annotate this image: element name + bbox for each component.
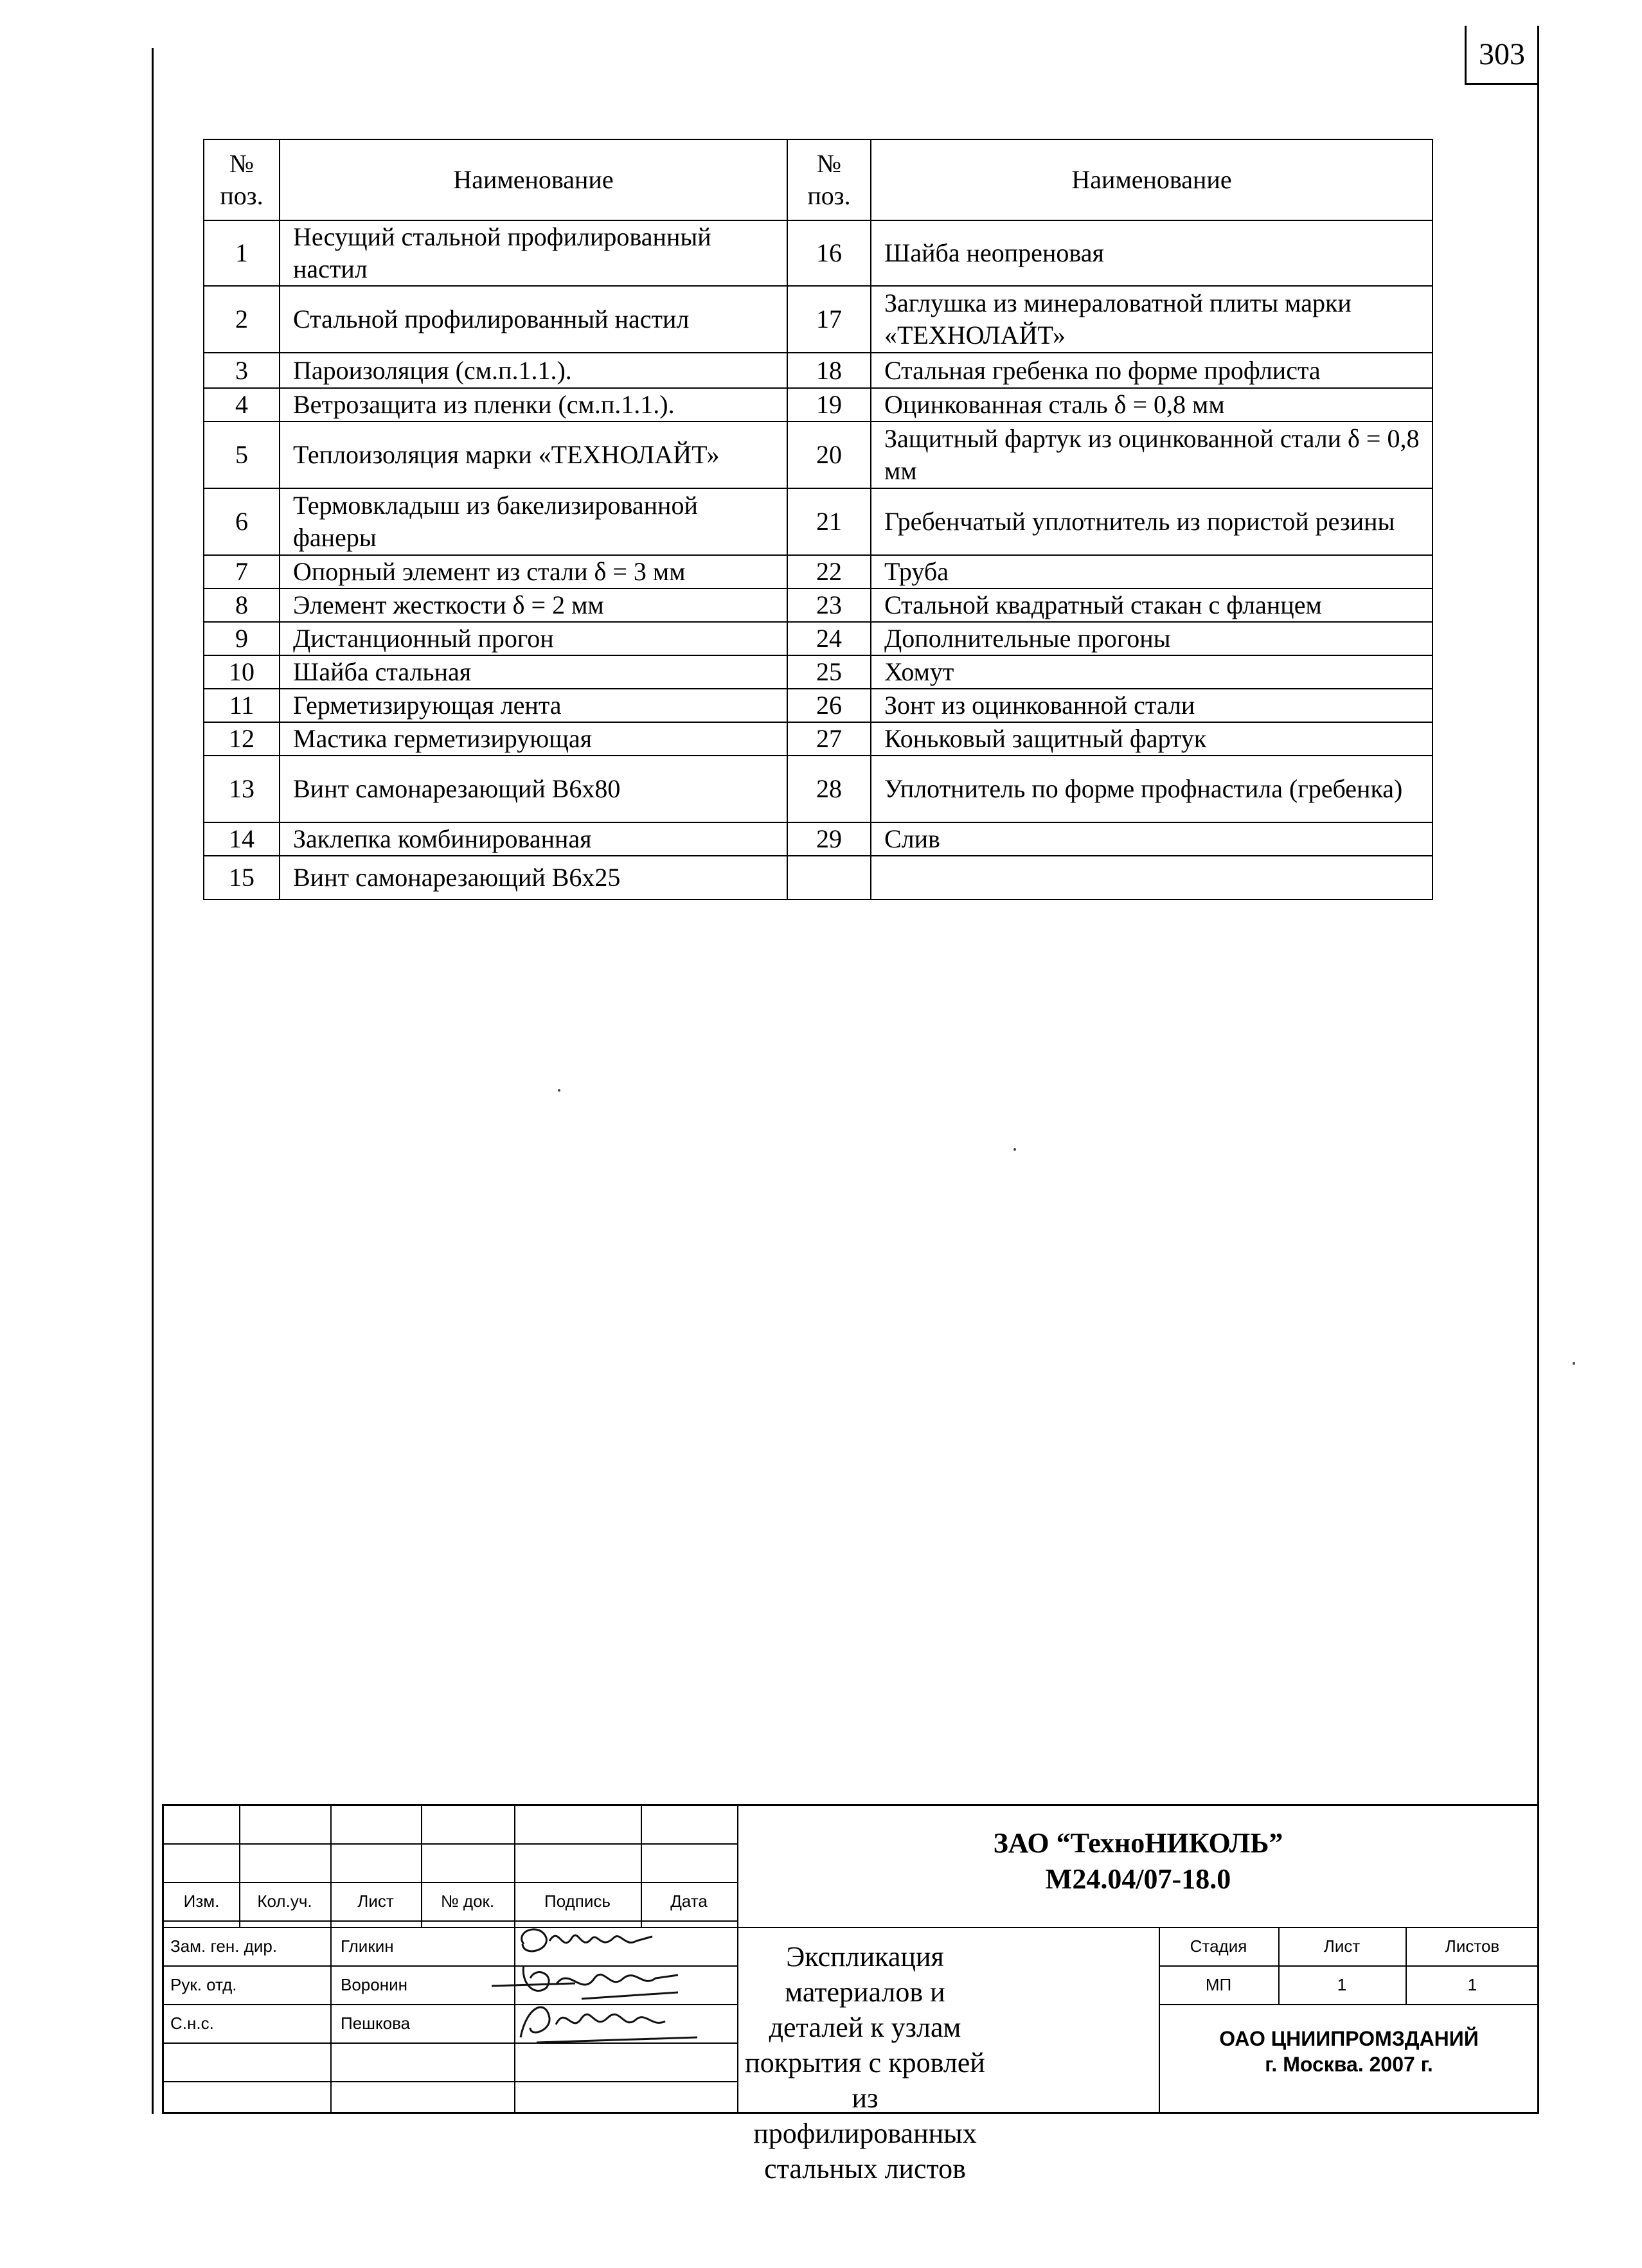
row-num-right: 19 xyxy=(787,388,871,421)
row-num-left: 4 xyxy=(204,388,280,421)
row-name-left: Винт самонарезающий В6х80 xyxy=(280,756,787,822)
row-num-right: 21 xyxy=(787,488,871,555)
sheet-header: Лист xyxy=(1323,1936,1361,1956)
row-num-left: 1 xyxy=(204,220,280,286)
row-name-right: Шайба неопреновая xyxy=(871,220,1432,286)
institution-city-year: г. Москва. 2007 г. xyxy=(1265,2053,1433,2076)
row-name-left: Стальной профилированный настил xyxy=(280,286,787,353)
company-and-code xyxy=(737,1825,1539,1897)
table-row xyxy=(204,689,1432,722)
scan-speck xyxy=(1013,1148,1016,1151)
row-num-left: 12 xyxy=(204,722,280,756)
table-row xyxy=(204,856,1432,899)
row-num-right: 18 xyxy=(787,353,871,388)
row-num-right: 17 xyxy=(787,286,871,353)
scan-speck xyxy=(1573,1362,1575,1365)
company-name: ЗАО “ТехноНИКОЛЬ” xyxy=(993,1827,1283,1859)
row-name-left: Теплоизоляция марки «ТЕХНОЛАЙТ» xyxy=(280,421,787,488)
table-row xyxy=(204,822,1432,856)
table-row xyxy=(204,388,1432,421)
document-title: Экспликация материалов и деталей к узлам покрытия с кровлей из профилированных стальных листов xyxy=(745,1941,985,2184)
row-num-right xyxy=(787,856,871,899)
row-name-left: Термовкладыш из бакелизированной фанеры xyxy=(280,488,787,555)
table-row xyxy=(204,756,1432,822)
scan-speck xyxy=(558,1089,560,1092)
institution-block xyxy=(1159,2026,1539,2077)
page-border-right xyxy=(1537,26,1539,2114)
row-num-right: 22 xyxy=(787,555,871,589)
row-name-right: Гребенчатый уплотнитель из пористой резины xyxy=(871,488,1432,555)
row-num-right: 28 xyxy=(787,756,871,822)
row-name-left: Опорный элемент из стали δ = 3 мм xyxy=(280,555,787,589)
table-row xyxy=(204,655,1432,689)
row-name-right: Стальной квадратный стакан с фланцем xyxy=(871,589,1432,622)
row-name-right: Хомут xyxy=(871,655,1432,689)
row-num-left: 3 xyxy=(204,353,280,388)
row-num-left: 13 xyxy=(204,756,280,822)
page-border-left xyxy=(152,48,154,2114)
row-num-right: 23 xyxy=(787,589,871,622)
col-header-num-left: № поз. xyxy=(204,139,280,220)
stage-header: Стадия xyxy=(1190,1936,1247,1956)
row-name-right: Уплотнитель по форме профнастила (гребенка) xyxy=(871,756,1432,822)
table-row xyxy=(204,555,1432,589)
title-block xyxy=(162,1804,1537,2184)
row-name-left: Несущий стальной профилированный настил xyxy=(280,220,787,286)
row-name-left: Заклепка комбинированная xyxy=(280,822,787,856)
col-header-name-right: Наименование xyxy=(871,139,1432,220)
col-doc-no: № док. xyxy=(440,1891,495,1911)
role-2: Рук. отд. xyxy=(170,1975,237,1994)
row-name-right: Дополнительные прогоны xyxy=(871,622,1432,655)
row-num-left: 5 xyxy=(204,421,280,488)
row-num-right: 25 xyxy=(787,655,871,689)
row-num-left: 15 xyxy=(204,856,280,899)
table-row xyxy=(204,488,1432,555)
table-row xyxy=(204,421,1432,488)
row-name-left: Элемент жесткости δ = 2 мм xyxy=(280,589,787,622)
col-date: Дата xyxy=(670,1891,708,1911)
row-name-left: Ветрозащита из пленки (см.п.1.1.). xyxy=(280,388,787,421)
stage-value: МП xyxy=(1205,1975,1232,1994)
row-name-left: Дистанционный прогон xyxy=(280,622,787,655)
row-name-right: Слив xyxy=(871,822,1432,856)
table-row xyxy=(204,220,1432,286)
row-num-left: 6 xyxy=(204,488,280,555)
row-num-left: 2 xyxy=(204,286,280,353)
table-row xyxy=(204,622,1432,655)
col-header-name-left: Наименование xyxy=(280,139,787,220)
row-num-right: 16 xyxy=(787,220,871,286)
row-name-right: Оцинкованная сталь δ = 0,8 мм xyxy=(871,388,1432,421)
row-num-left: 9 xyxy=(204,622,280,655)
sheet-value: 1 xyxy=(1337,1975,1347,1994)
page-number: 303 xyxy=(1465,26,1537,85)
row-num-left: 11 xyxy=(204,689,280,722)
row-name-right xyxy=(871,856,1432,899)
row-name-left: Пароизоляция (см.п.1.1.). xyxy=(280,353,787,388)
row-name-left: Мастика герметизирующая xyxy=(280,722,787,756)
name-1: Гликин xyxy=(341,1936,394,1956)
row-num-right: 26 xyxy=(787,689,871,722)
col-kol-uch: Кол.уч. xyxy=(257,1891,312,1911)
row-name-right: Защитный фартук из оцинкованной стали δ = 0,8 мм xyxy=(871,421,1432,488)
row-name-left: Винт самонарезающий В6х25 xyxy=(280,856,787,899)
signature-peshkova xyxy=(511,1992,704,2050)
document-code: М24.04/07-18.0 xyxy=(1045,1863,1231,1895)
sheets-value: 1 xyxy=(1467,1975,1477,1994)
row-num-left: 8 xyxy=(204,589,280,622)
row-num-left: 7 xyxy=(204,555,280,589)
table-row xyxy=(204,353,1432,388)
row-num-left: 10 xyxy=(204,655,280,689)
table-header-row xyxy=(204,139,1432,220)
materials-table xyxy=(203,139,1433,900)
row-name-right: Труба xyxy=(871,555,1432,589)
institution-name: ОАО ЦНИИПРОМЗДАНИЙ xyxy=(1219,2027,1479,2050)
table-row xyxy=(204,722,1432,756)
row-name-right: Коньковый защитный фартук xyxy=(871,722,1432,756)
row-name-left: Герметизирующая лента xyxy=(280,689,787,722)
row-name-right: Зонт из оцинкованной стали xyxy=(871,689,1432,722)
row-name-right: Заглушка из минераловатной плиты марки «ТЕХНОЛАЙТ» xyxy=(871,286,1432,353)
col-list: Лист xyxy=(357,1891,394,1911)
row-name-left: Шайба стальная xyxy=(280,655,787,689)
table-row xyxy=(204,589,1432,622)
sheets-header: Листов xyxy=(1445,1936,1500,1956)
row-num-right: 29 xyxy=(787,822,871,856)
row-num-right: 27 xyxy=(787,722,871,756)
row-num-right: 24 xyxy=(787,622,871,655)
col-signature: Подпись xyxy=(544,1891,611,1911)
role-3: С.н.с. xyxy=(170,2014,214,2033)
name-2: Воронин xyxy=(341,1975,407,1994)
row-num-left: 14 xyxy=(204,822,280,856)
col-header-num-right: № поз. xyxy=(787,139,871,220)
row-num-right: 20 xyxy=(787,421,871,488)
role-1: Зам. ген. дир. xyxy=(170,1936,278,1956)
materials-table-body xyxy=(204,220,1432,899)
row-name-right: Стальная гребенка по форме профлиста xyxy=(871,353,1432,388)
table-row xyxy=(204,286,1432,353)
name-3: Пешкова xyxy=(341,2014,411,2033)
col-izm: Изм. xyxy=(183,1891,220,1911)
